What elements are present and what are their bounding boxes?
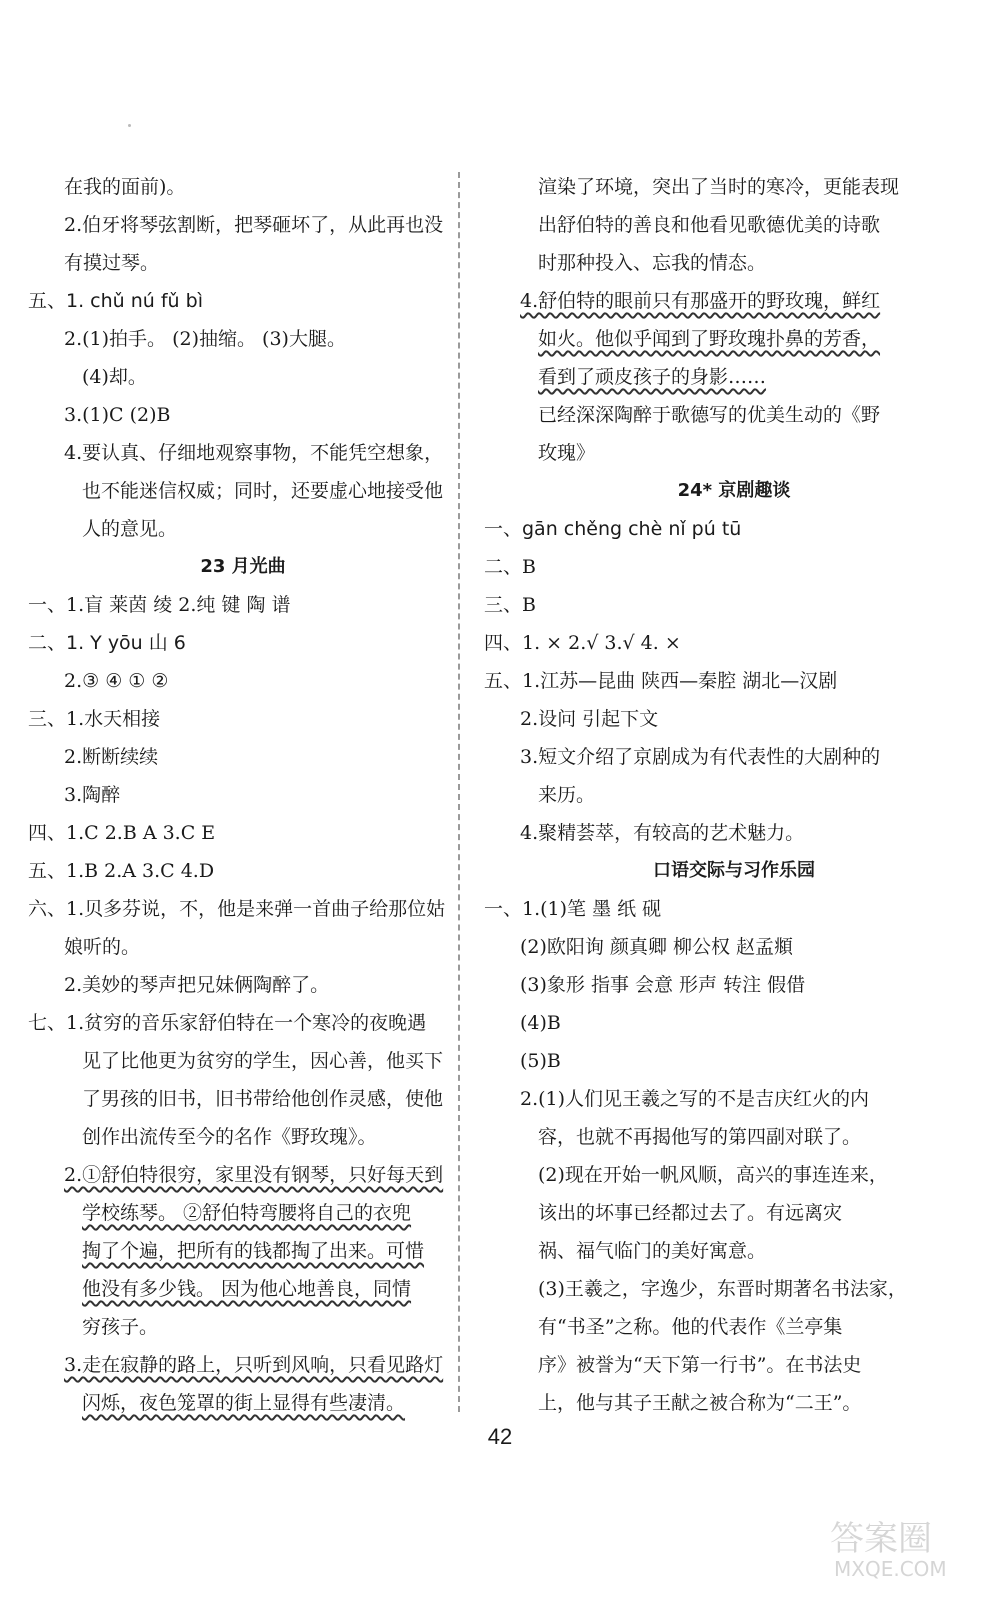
- answer-line: 来历。: [538, 784, 596, 806]
- answer-line: 一、gān chěng chè nǐ pú tū: [484, 518, 742, 540]
- answer-line: 四、1. × 2.√ 3.√ 4. ×: [484, 632, 681, 654]
- answer-line: 看到了顽皮孩子的身影……: [538, 366, 767, 388]
- right-column: [484, 168, 984, 1422]
- answer-line: 上，他与其子王献之被合称为“二王”。: [538, 1392, 862, 1414]
- answer-line: 已经深深陶醉于歌德写的优美生动的《野: [538, 404, 881, 426]
- answer-line: 容，也就不再揭他写的第四副对联了。: [538, 1126, 862, 1148]
- answer-line: 4.要认真、仔细地观察事物，不能凭空想象，: [64, 442, 444, 464]
- answer-line: 五、1.B 2.A 3.C 4.D: [28, 860, 215, 882]
- answer-line: 玫瑰》: [538, 442, 596, 464]
- answer-line: 2.伯牙将琴弦割断，把琴砸坏了，从此再也没: [64, 214, 444, 236]
- answer-line: (2)现在开始一帆风顺，高兴的事连连来，: [538, 1164, 888, 1186]
- answer-line: 三、B: [484, 594, 536, 616]
- answer-line: 有摸过琴。: [64, 252, 160, 274]
- answer-line: 七、1.贫穷的音乐家舒伯特在一个寒冷的夜晚遇: [28, 1012, 427, 1034]
- answer-line: (3)象形 指事 会意 形声 转注 假借: [520, 974, 806, 996]
- answer-line: 4.聚精荟萃，有较高的艺术魅力。: [520, 822, 805, 844]
- answer-line: 学校练琴。 ②舒伯特弯腰将自己的衣兜: [82, 1202, 412, 1224]
- answer-line: 六、1.贝多芬说，不，他是来弹一首曲子给那位姑: [28, 898, 446, 920]
- answer-line: 五、1.江苏—昆曲 陕西—秦腔 湖北—汉剧: [484, 670, 838, 692]
- answer-line: (3)王羲之，字逸少，东晋时期著名书法家，: [538, 1278, 907, 1300]
- answer-line: 娘听的。: [64, 936, 141, 958]
- answer-line: 2.(1)拍手。 (2)抽缩。 (3)大腿。: [64, 328, 346, 350]
- answer-line: 一、1.盲 莱茵 绫 2.纯 键 陶 谱: [28, 594, 291, 616]
- section-title: 口语交际与习作乐园: [653, 860, 815, 881]
- answer-line: 时那种投入、忘我的情态。: [538, 252, 767, 274]
- answer-line: (2)欧阳询 颜真卿 柳公权 赵孟頫: [520, 936, 794, 958]
- answer-line: 2.③ ④ ① ②: [64, 670, 169, 692]
- answer-line: (5)B: [520, 1050, 561, 1072]
- section-title: 24* 京剧趣谈: [677, 480, 791, 501]
- answer-line: 出舒伯特的善良和他看见歌德优美的诗歌: [538, 214, 881, 236]
- answer-line: 二、B: [484, 556, 536, 578]
- section-title: 23 月光曲: [200, 556, 286, 577]
- answer-line: 3.短文介绍了京剧成为有代表性的大剧种的: [520, 746, 881, 768]
- answer-line: 如火。他似乎闻到了野玫瑰扑鼻的芳香，: [538, 328, 881, 350]
- answer-line: 2.断断续续: [64, 746, 159, 768]
- answer-line: 序》被誉为“天下第一行书”。在书法史: [538, 1354, 862, 1376]
- answer-line: 见了比他更为贫穷的学生，因心善，他买下: [82, 1050, 444, 1072]
- answer-line: 2.①舒伯特很穷，家里没有钢琴，只好每天到: [64, 1164, 444, 1186]
- answer-line: 二、1. Y yōu 山 6: [28, 632, 186, 654]
- page-number: 42: [487, 1424, 513, 1449]
- answer-line: 一、1.(1)笔 墨 纸 砚: [484, 898, 662, 920]
- answer-line: 3.(1)C (2)B: [64, 404, 171, 426]
- answer-line: 2.美妙的琴声把兄妹俩陶醉了。: [64, 974, 330, 996]
- answer-line: (4)B: [520, 1012, 561, 1034]
- answer-line: 穷孩子。: [82, 1316, 159, 1338]
- answer-line: 2.(1)人们见王羲之写的不是吉庆红火的内: [520, 1088, 870, 1110]
- column-divider: [458, 172, 460, 1412]
- answer-line: 他没有多少钱。 因为他心地善良，同情: [82, 1278, 412, 1300]
- answer-line: 也不能迷信权威；同时，还要虚心地接受他: [82, 480, 444, 502]
- answer-line: 该出的坏事已经都过去了。有远离灾: [538, 1202, 843, 1224]
- answer-line: 在我的面前)。: [64, 176, 186, 198]
- watermark-logo: [826, 1512, 986, 1582]
- answer-line: 闪烁，夜色笼罩的街上显得有些凄清。: [82, 1392, 406, 1414]
- scan-speck: [128, 124, 131, 127]
- answer-line: 三、1.水天相接: [28, 708, 161, 730]
- answer-line: 四、1.C 2.B A 3.C E: [28, 822, 216, 844]
- answer-line: 4.舒伯特的眼前只有那盛开的野玫瑰，鲜红: [520, 290, 881, 312]
- answer-line: 渲染了环境，突出了当时的寒冷，更能表现: [538, 176, 900, 198]
- answer-line: 有“书圣”之称。他的代表作《兰亭集: [538, 1316, 843, 1338]
- answer-line: 创作出流传至今的名作《野玫瑰》。: [82, 1126, 377, 1148]
- watermark-text: 答案圈: [830, 1519, 932, 1559]
- answer-line: (4)却。: [82, 366, 147, 388]
- left-column: [28, 168, 458, 1422]
- answer-line: 3.走在寂静的路上，只听到风响，只看见路灯: [64, 1354, 444, 1376]
- answer-line: 祸、福气临门的美好寓意。: [538, 1240, 767, 1262]
- answer-line: 五、1. chǔ nú fǔ bì: [28, 290, 203, 312]
- watermark-url: MXQE.COM: [834, 1557, 947, 1581]
- answer-line: 2.设问 引起下文: [520, 708, 659, 730]
- answer-line: 3.陶醉: [64, 784, 121, 806]
- answer-line: 掏了个遍，把所有的钱都掏了出来。可惜: [82, 1240, 425, 1262]
- answer-line: 人的意见。: [82, 518, 178, 540]
- answer-line: 了男孩的旧书，旧书带给他创作灵感，使他: [82, 1088, 444, 1110]
